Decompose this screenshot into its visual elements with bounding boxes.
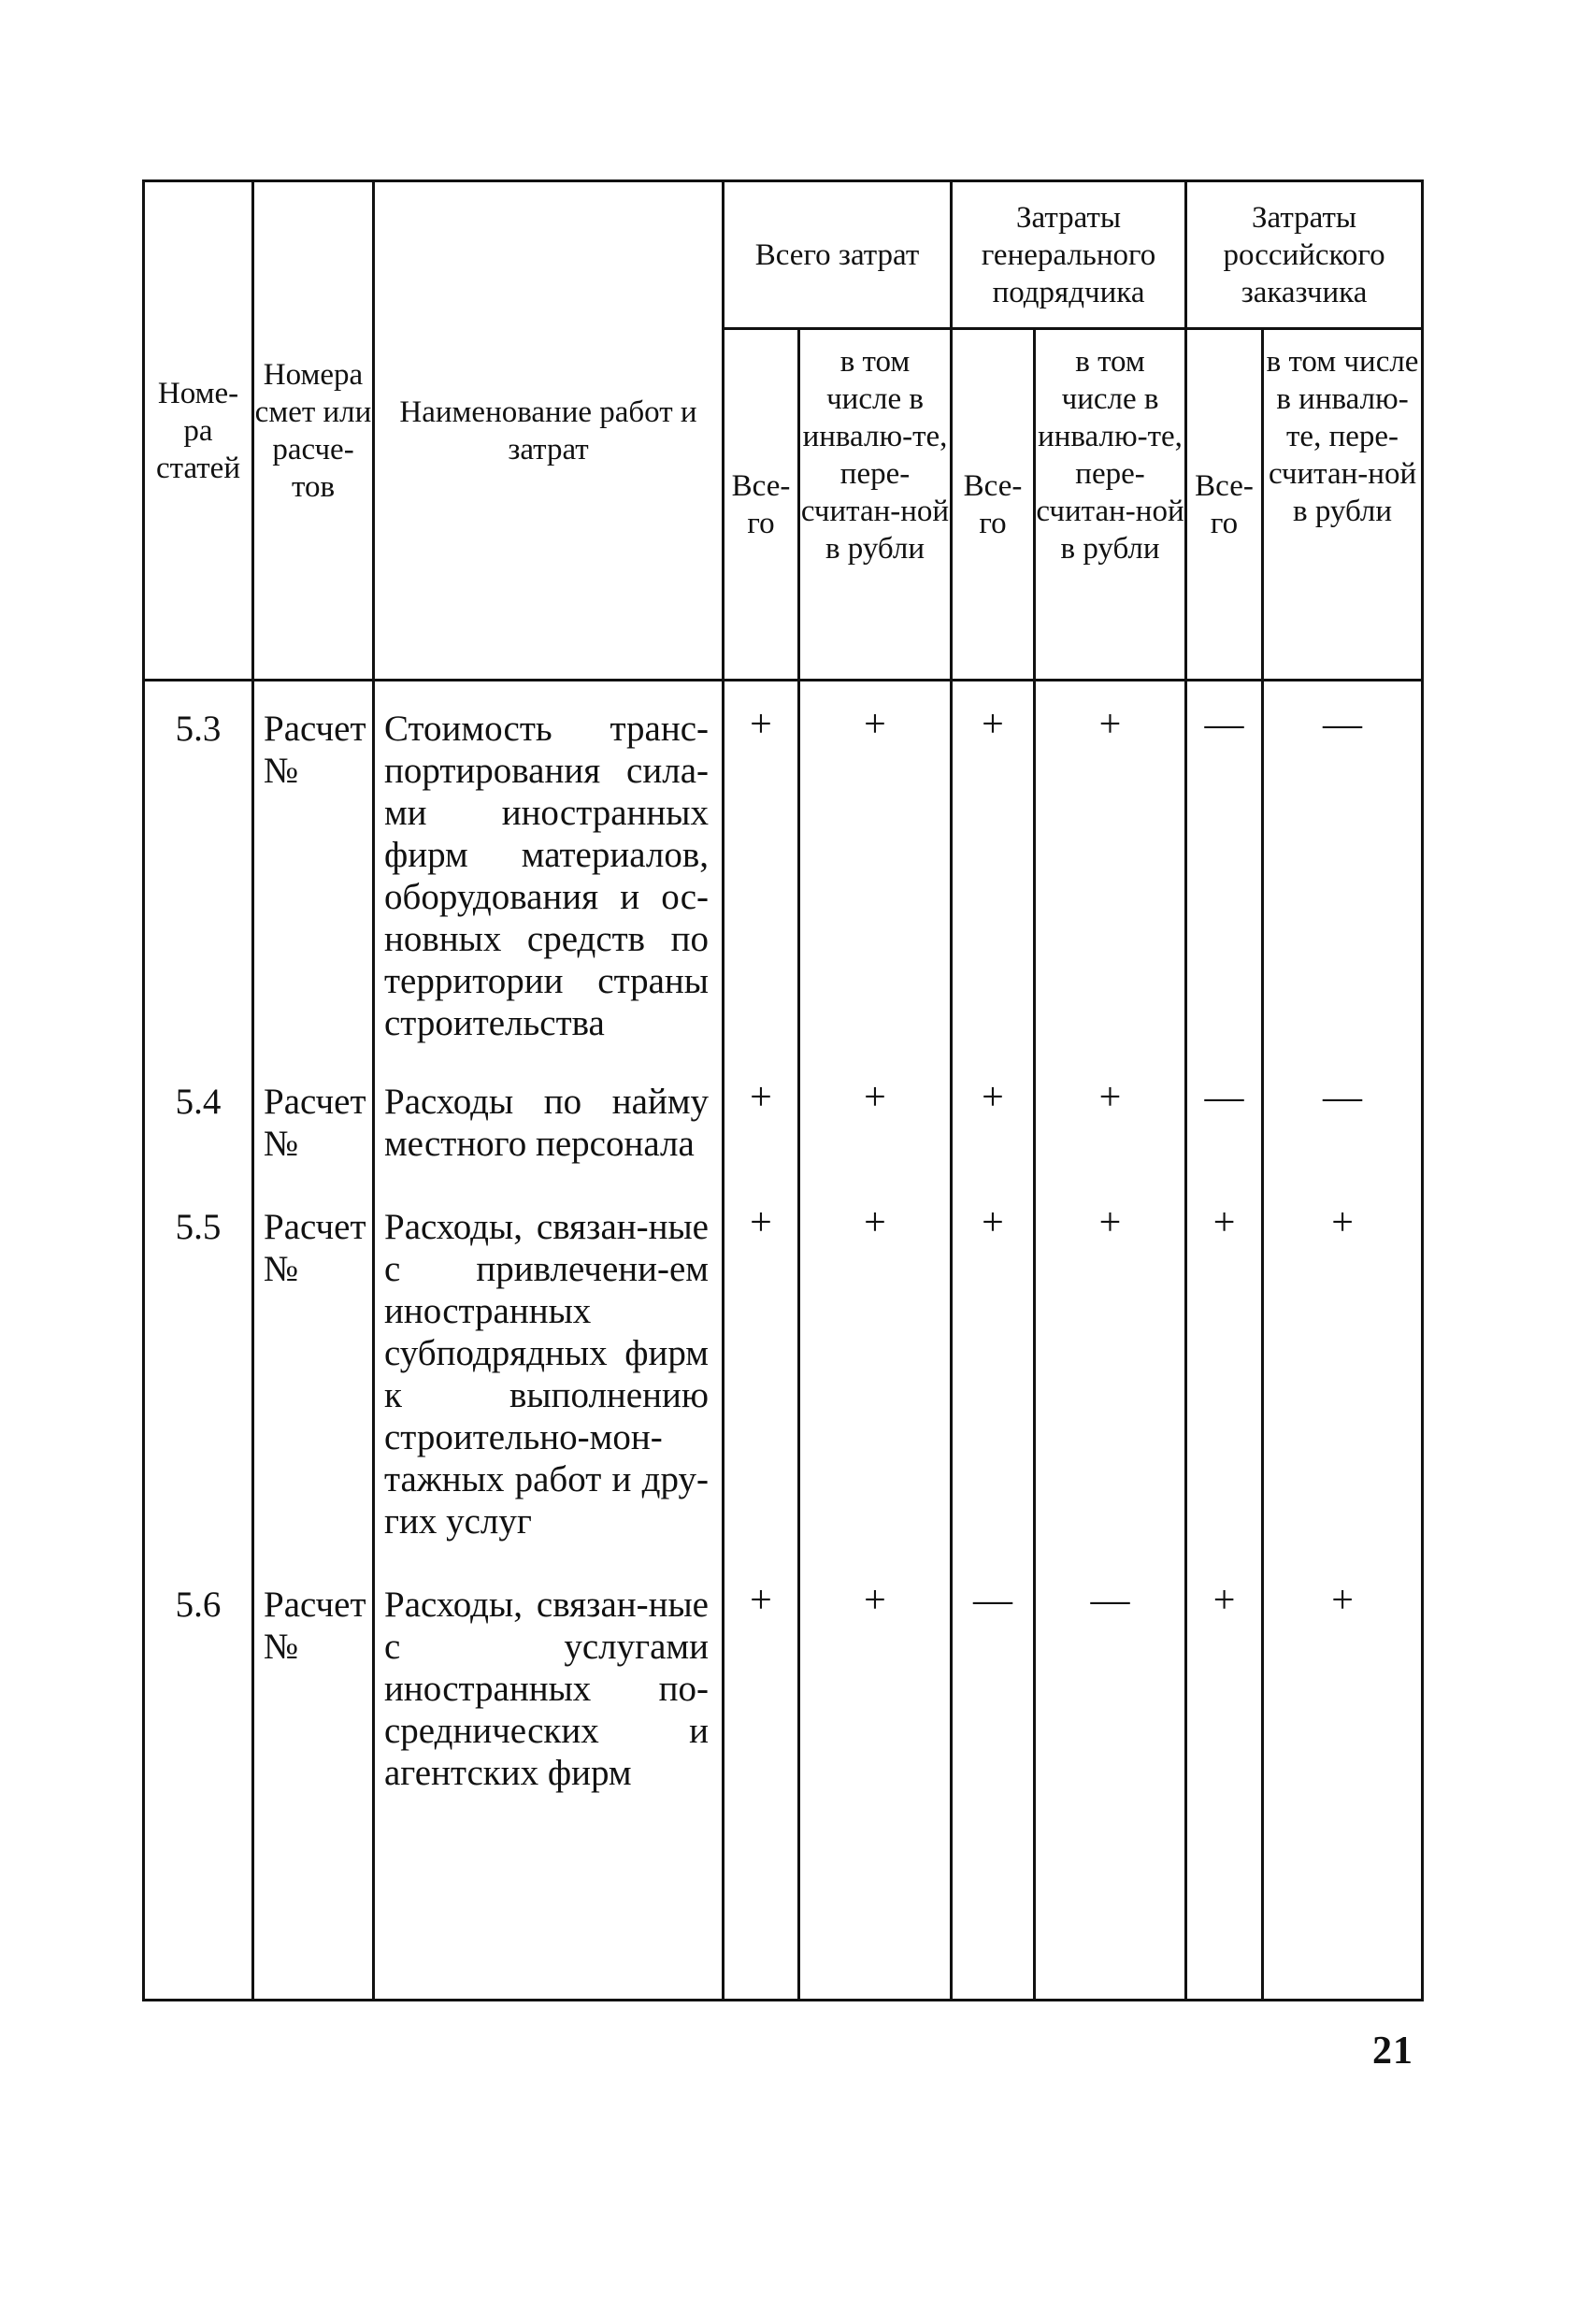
header-work-name: Наименование работ и затрат bbox=[374, 181, 724, 681]
mark-russian: + bbox=[1186, 1557, 1263, 2001]
mark-general-foreign: + bbox=[1035, 681, 1186, 1054]
table-row bbox=[144, 1054, 1423, 1180]
table-row bbox=[144, 1557, 1423, 2001]
page-number: 21 bbox=[1372, 2030, 1413, 2073]
table-row bbox=[144, 681, 1423, 1054]
mark-total-foreign: + bbox=[799, 681, 952, 1054]
mark-total: + bbox=[724, 1180, 799, 1557]
calculation-ref: Расчет № bbox=[253, 1054, 374, 1180]
mark-general-foreign: — bbox=[1035, 1557, 1186, 2001]
mark-general-foreign: + bbox=[1035, 1054, 1186, 1180]
mark-total-foreign: + bbox=[799, 1557, 952, 2001]
calculation-ref: Расчет № bbox=[253, 1557, 374, 2001]
mark-russian: — bbox=[1186, 681, 1263, 1054]
mark-russian-foreign: + bbox=[1263, 1557, 1423, 2001]
mark-russian-foreign: — bbox=[1263, 681, 1423, 1054]
mark-total: + bbox=[724, 1557, 799, 2001]
header-group-general-contractor: Затраты генерального подрядчика bbox=[952, 181, 1186, 329]
header-total-subcol: Все-го bbox=[1186, 329, 1263, 681]
header-foreign-currency-subcol: в том числе в инвалю-те, пере-считан-ной в рубли bbox=[799, 329, 952, 681]
calculation-ref: Расчет № bbox=[253, 681, 374, 1054]
work-name: Расходы, связан-ные с услугами иностранных по-среднических и агентских фирм bbox=[374, 1557, 724, 2001]
article-number: 5.6 bbox=[144, 1557, 253, 2001]
work-name: Стоимость транс-портирования сила-ми иностранных фирм материалов, оборудования и ос-новных средств по территории страны строительства bbox=[374, 681, 724, 1054]
mark-russian-foreign: + bbox=[1263, 1180, 1423, 1557]
header-article-no: Номе-ра статей bbox=[144, 181, 253, 681]
work-name: Расходы по найму местного персонала bbox=[374, 1054, 724, 1180]
mark-general: — bbox=[952, 1557, 1035, 2001]
mark-russian-foreign: — bbox=[1263, 1054, 1423, 1180]
mark-total: + bbox=[724, 681, 799, 1054]
header-total-subcol: Все-го bbox=[724, 329, 799, 681]
mark-total-foreign: + bbox=[799, 1054, 952, 1180]
article-number: 5.5 bbox=[144, 1180, 253, 1557]
header-group-total: Всего затрат bbox=[724, 181, 952, 329]
mark-general: + bbox=[952, 1180, 1035, 1557]
header-foreign-currency-subcol: в том числе в инвалю-те, пере-считан-ной в рубли bbox=[1035, 329, 1186, 681]
article-number: 5.4 bbox=[144, 1054, 253, 1180]
mark-russian: + bbox=[1186, 1180, 1263, 1557]
header-estimate-no: Номера смет или расче-тов bbox=[253, 181, 374, 681]
header-total-subcol: Все-го bbox=[952, 329, 1035, 681]
mark-total: + bbox=[724, 1054, 799, 1180]
mark-total-foreign: + bbox=[799, 1180, 952, 1557]
header-foreign-currency-subcol: в том числе в инвалю-те, пере-считан-ной в рубли bbox=[1263, 329, 1423, 681]
table-row bbox=[144, 1180, 1423, 1557]
mark-general: + bbox=[952, 681, 1035, 1054]
article-number: 5.3 bbox=[144, 681, 253, 1054]
mark-russian: — bbox=[1186, 1054, 1263, 1180]
mark-general-foreign: + bbox=[1035, 1180, 1186, 1557]
header-group-russian-customer: Затраты российского заказчика bbox=[1186, 181, 1423, 329]
mark-general: + bbox=[952, 1054, 1035, 1180]
cost-table bbox=[142, 179, 1424, 2001]
calculation-ref: Расчет № bbox=[253, 1180, 374, 1557]
work-name: Расходы, связан-ные с привлечени-ем иностранных субподрядных фирм к выполнению строительно-мон-тажных работ и дру-гих услуг bbox=[374, 1180, 724, 1557]
